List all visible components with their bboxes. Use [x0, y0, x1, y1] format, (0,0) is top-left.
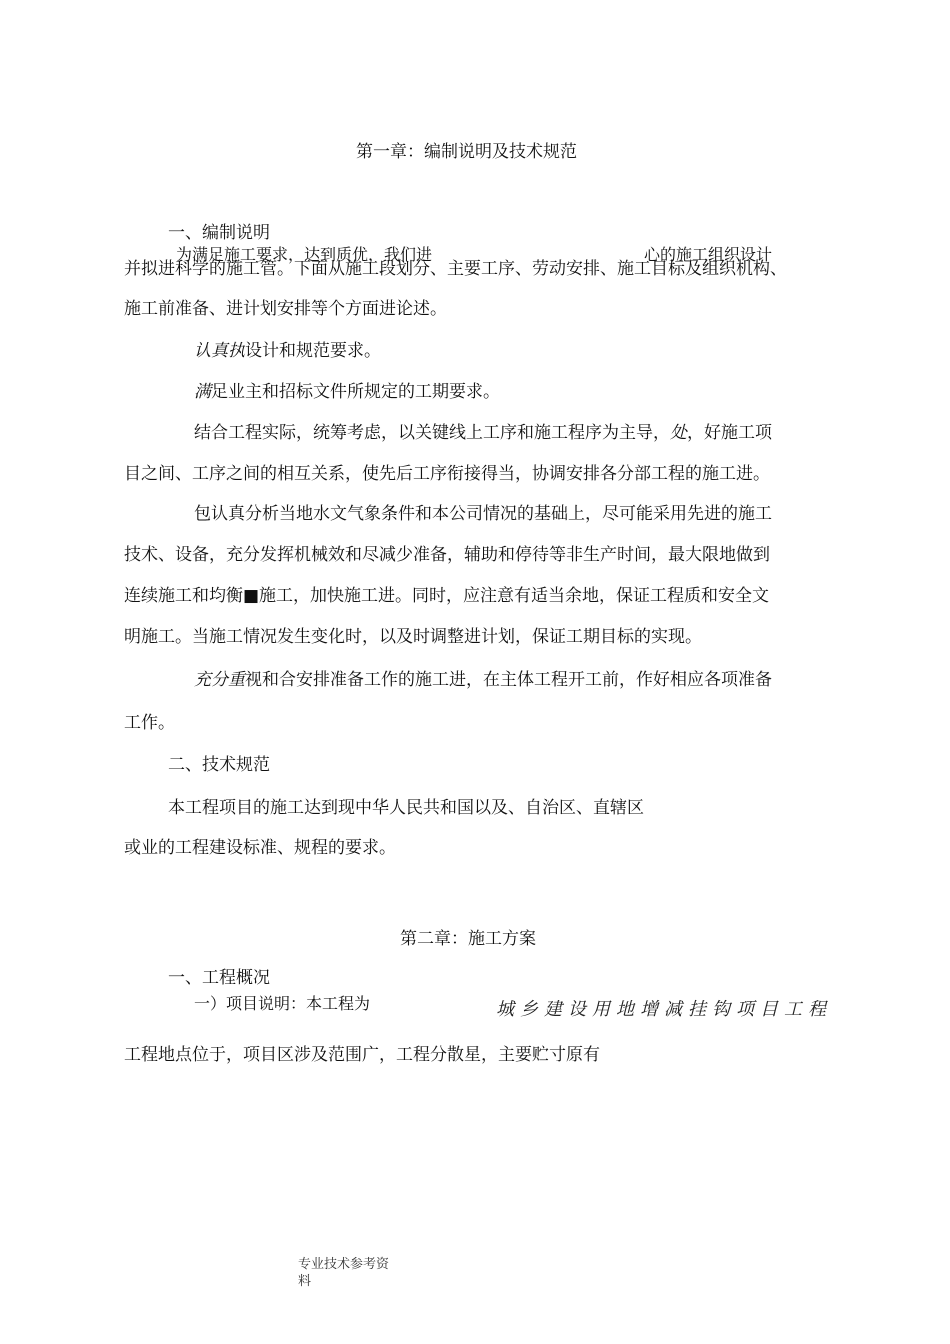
chapter2-title: 第二章：施工方案	[400, 929, 536, 949]
paragraph-requirement-2	[194, 381, 500, 403]
section-heading-compile: 一、编制说明	[168, 223, 270, 243]
section-heading-standards: 二、技术规范	[168, 755, 270, 775]
body-line: 包认真分析当地水文气象条件和本公司情况的基础上，尽可能采用先进的施工	[194, 504, 772, 524]
body-line: 并拟进科学的施工管。下面从施工段划分、主要工序、劳动安排、施工目标及组织机构、	[124, 259, 787, 279]
italic-fragment: 充分重	[194, 670, 245, 690]
text-fragment: 视和合安排准备工作的施工进，在主体工程开工前，作好相应各项准备	[245, 670, 772, 690]
body-line: 连续施工和均衡■施工，加快施工进。同时，应注意有适当余地，保证工程质和安全文	[124, 586, 770, 606]
footer-line: 专业技术参考资	[298, 1257, 390, 1272]
text-fragment: 结合工程实际，统筹考虑，以关键线上工序和施工程序为主导，	[194, 423, 670, 443]
italic-fragment: 满	[194, 382, 211, 402]
body-line: 明施工。当施工情况发生变化时，以及时调整进计划，保证工期目标的实现。	[124, 627, 702, 647]
project-description-label: 一）项目说明：本工程为	[194, 994, 371, 1013]
text-fragment: 设计和规范要求。	[245, 341, 381, 361]
text-fragment: ，好施工项	[687, 423, 772, 443]
section-heading-overview: 一、工程概况	[168, 968, 270, 988]
text-fragment: 足业主和招标文件所规定的工期要求。	[211, 382, 500, 402]
italic-fragment: 认真执	[194, 341, 245, 361]
body-line: 工程地点位于，项目区涉及范围广，工程分散星，主要贮寸原有	[124, 1045, 600, 1065]
body-line: 本工程项目的施工达到现中华人民共和国以及、自治区、直辖区	[168, 798, 644, 818]
body-line: 技术、设备，充分发挥机械效和尽减少准备，辅助和停待等非生产时间，最大限地做到	[124, 545, 770, 565]
paragraph-requirement-5	[194, 669, 772, 691]
overlap-text-a: 为满足施工要求，达到质优，我们进	[176, 245, 433, 264]
paragraph-requirement-3	[194, 422, 772, 444]
footer-line: 料	[298, 1274, 312, 1289]
body-line: 施工前准备、进计划安排等个方面进论述。	[124, 299, 447, 319]
overlap-text-b: 心的施工组织设计	[644, 245, 773, 264]
body-line: 或业的工程建设标准、规程的要求。	[124, 838, 396, 858]
paragraph-requirement-1	[194, 340, 381, 362]
handwritten-project-name: 城乡建设用地增减挂钩项目工程	[496, 999, 832, 1020]
body-line: 工作。	[124, 713, 175, 733]
body-line: 目之间、工序之间的相互关系，使先后工序衔接得当，协调安排各分部工程的施工进。	[124, 464, 770, 484]
chapter1-title: 第一章：编制说明及技术规范	[356, 142, 577, 162]
italic-fragment: 处	[670, 423, 687, 443]
